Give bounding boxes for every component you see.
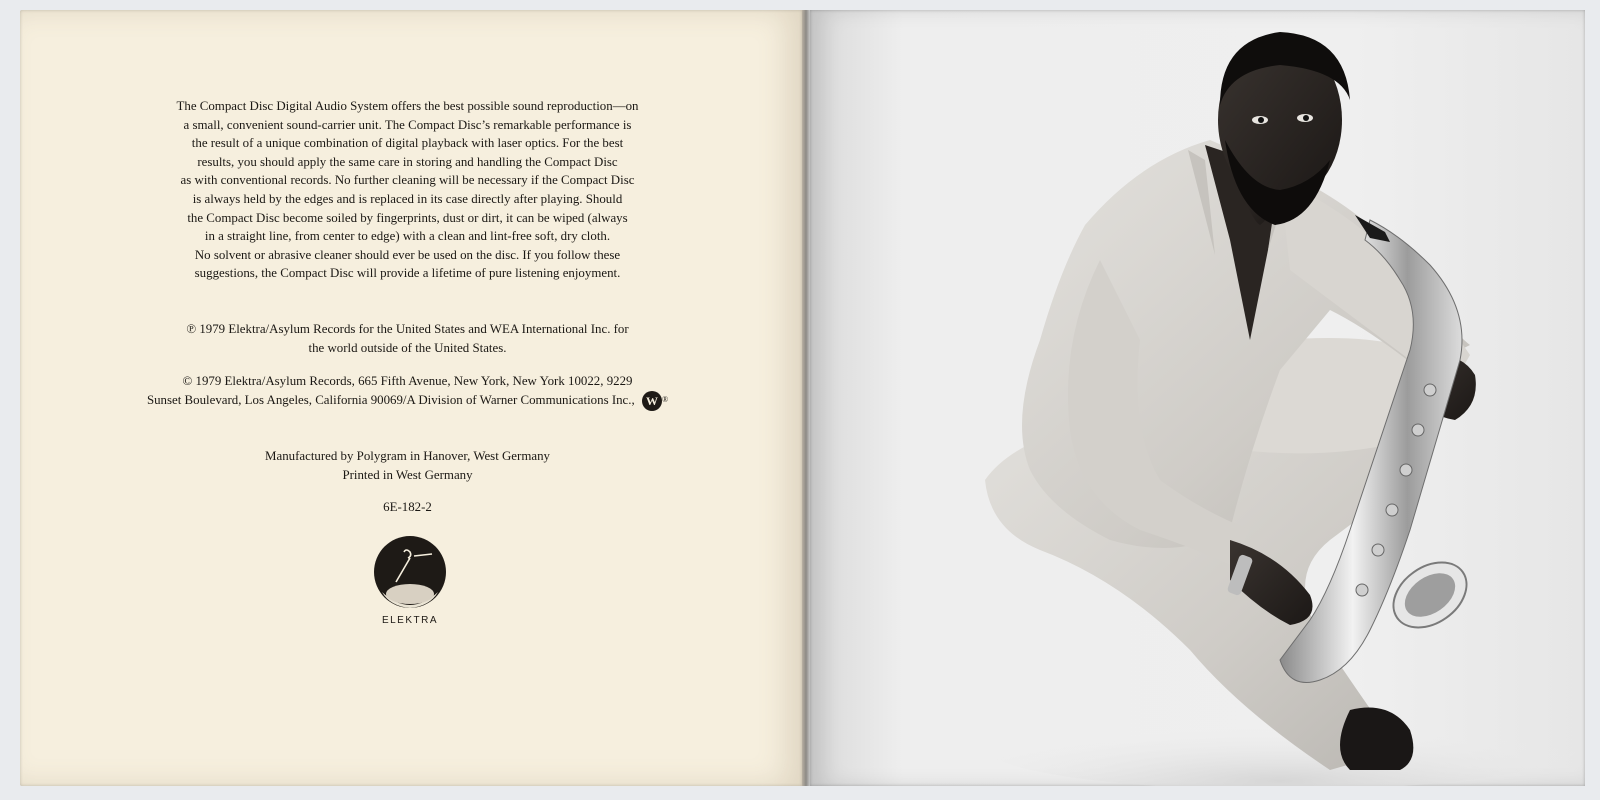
phonogram-line-1: ℗ 1979 Elektra/Asylum Records for the United States and WEA International Inc. for [186,322,629,336]
notice-line: No solvent or abrasive cleaner should ever be used on the disc. If you follow these [194,247,621,262]
photo-page [810,10,1585,786]
copyright-line-1: © 1979 Elektra/Asylum Records, 665 Fifth Avenue, New York, New York 10022, 9229 [182,374,633,388]
cd-booklet-spread [20,10,1585,786]
text-page [20,10,802,786]
copyright-line-2-text: Sunset Boulevard, Los Angeles, California 90069/A Division of Warner Communications Inc., [146,392,635,407]
phonogram-line-2: the world outside of the United States. [308,340,507,355]
notice-line: results, you should apply the same care in storing and handling the Compact Disc [197,154,618,169]
copyright-notice [115,372,700,411]
phonogram-notice [115,320,700,357]
compact-disc-notice [115,97,700,283]
notice-line: The Compact Disc Digital Audio System offers the best possible sound reproduction—on [176,99,639,113]
elektra-logo [370,530,450,630]
notice-line: suggestions, the Compact Disc will provide a lifetime of pure listening enjoyment. [194,266,621,281]
notice-line: as with conventional records. No further cleaning will be necessary if the Compact Disc [180,173,635,188]
bleed-through-text [745,95,802,135]
registered-mark: ® [661,394,669,404]
notice-line: the result of a unique combination of digital playback with laser optics. For the best [191,136,624,151]
warner-communications-logo: W [642,391,662,411]
notice-line: a small, convenient sound-carrier unit. The Compact Disc’s remarkable performance is [183,117,632,132]
notice-line: in a straight line, from center to edge) with a clean and lint-free soft, dry cloth. [204,229,611,244]
elektra-logo-text: ELEKTRA [381,615,439,626]
notice-line: is always held by the edges and is replaced in its case directly after playing. Should [192,191,623,206]
pupil-left [1258,117,1264,123]
copyright-line-2 [115,391,700,411]
pupil-right [1303,115,1309,121]
notice-line: the Compact Disc become soiled by fingerprints, dust or dirt, it can be wiped (always [187,210,628,225]
manufactured-line: Manufactured by Polygram in Hanover, West Germany [265,449,550,463]
printed-line: Printed in West Germany [342,467,473,482]
manufacturing-info [115,447,700,484]
booklet-gutter [802,10,810,786]
catalog-number: 6E-182-2 [383,500,432,514]
saxophonist-photo [810,10,1585,786]
